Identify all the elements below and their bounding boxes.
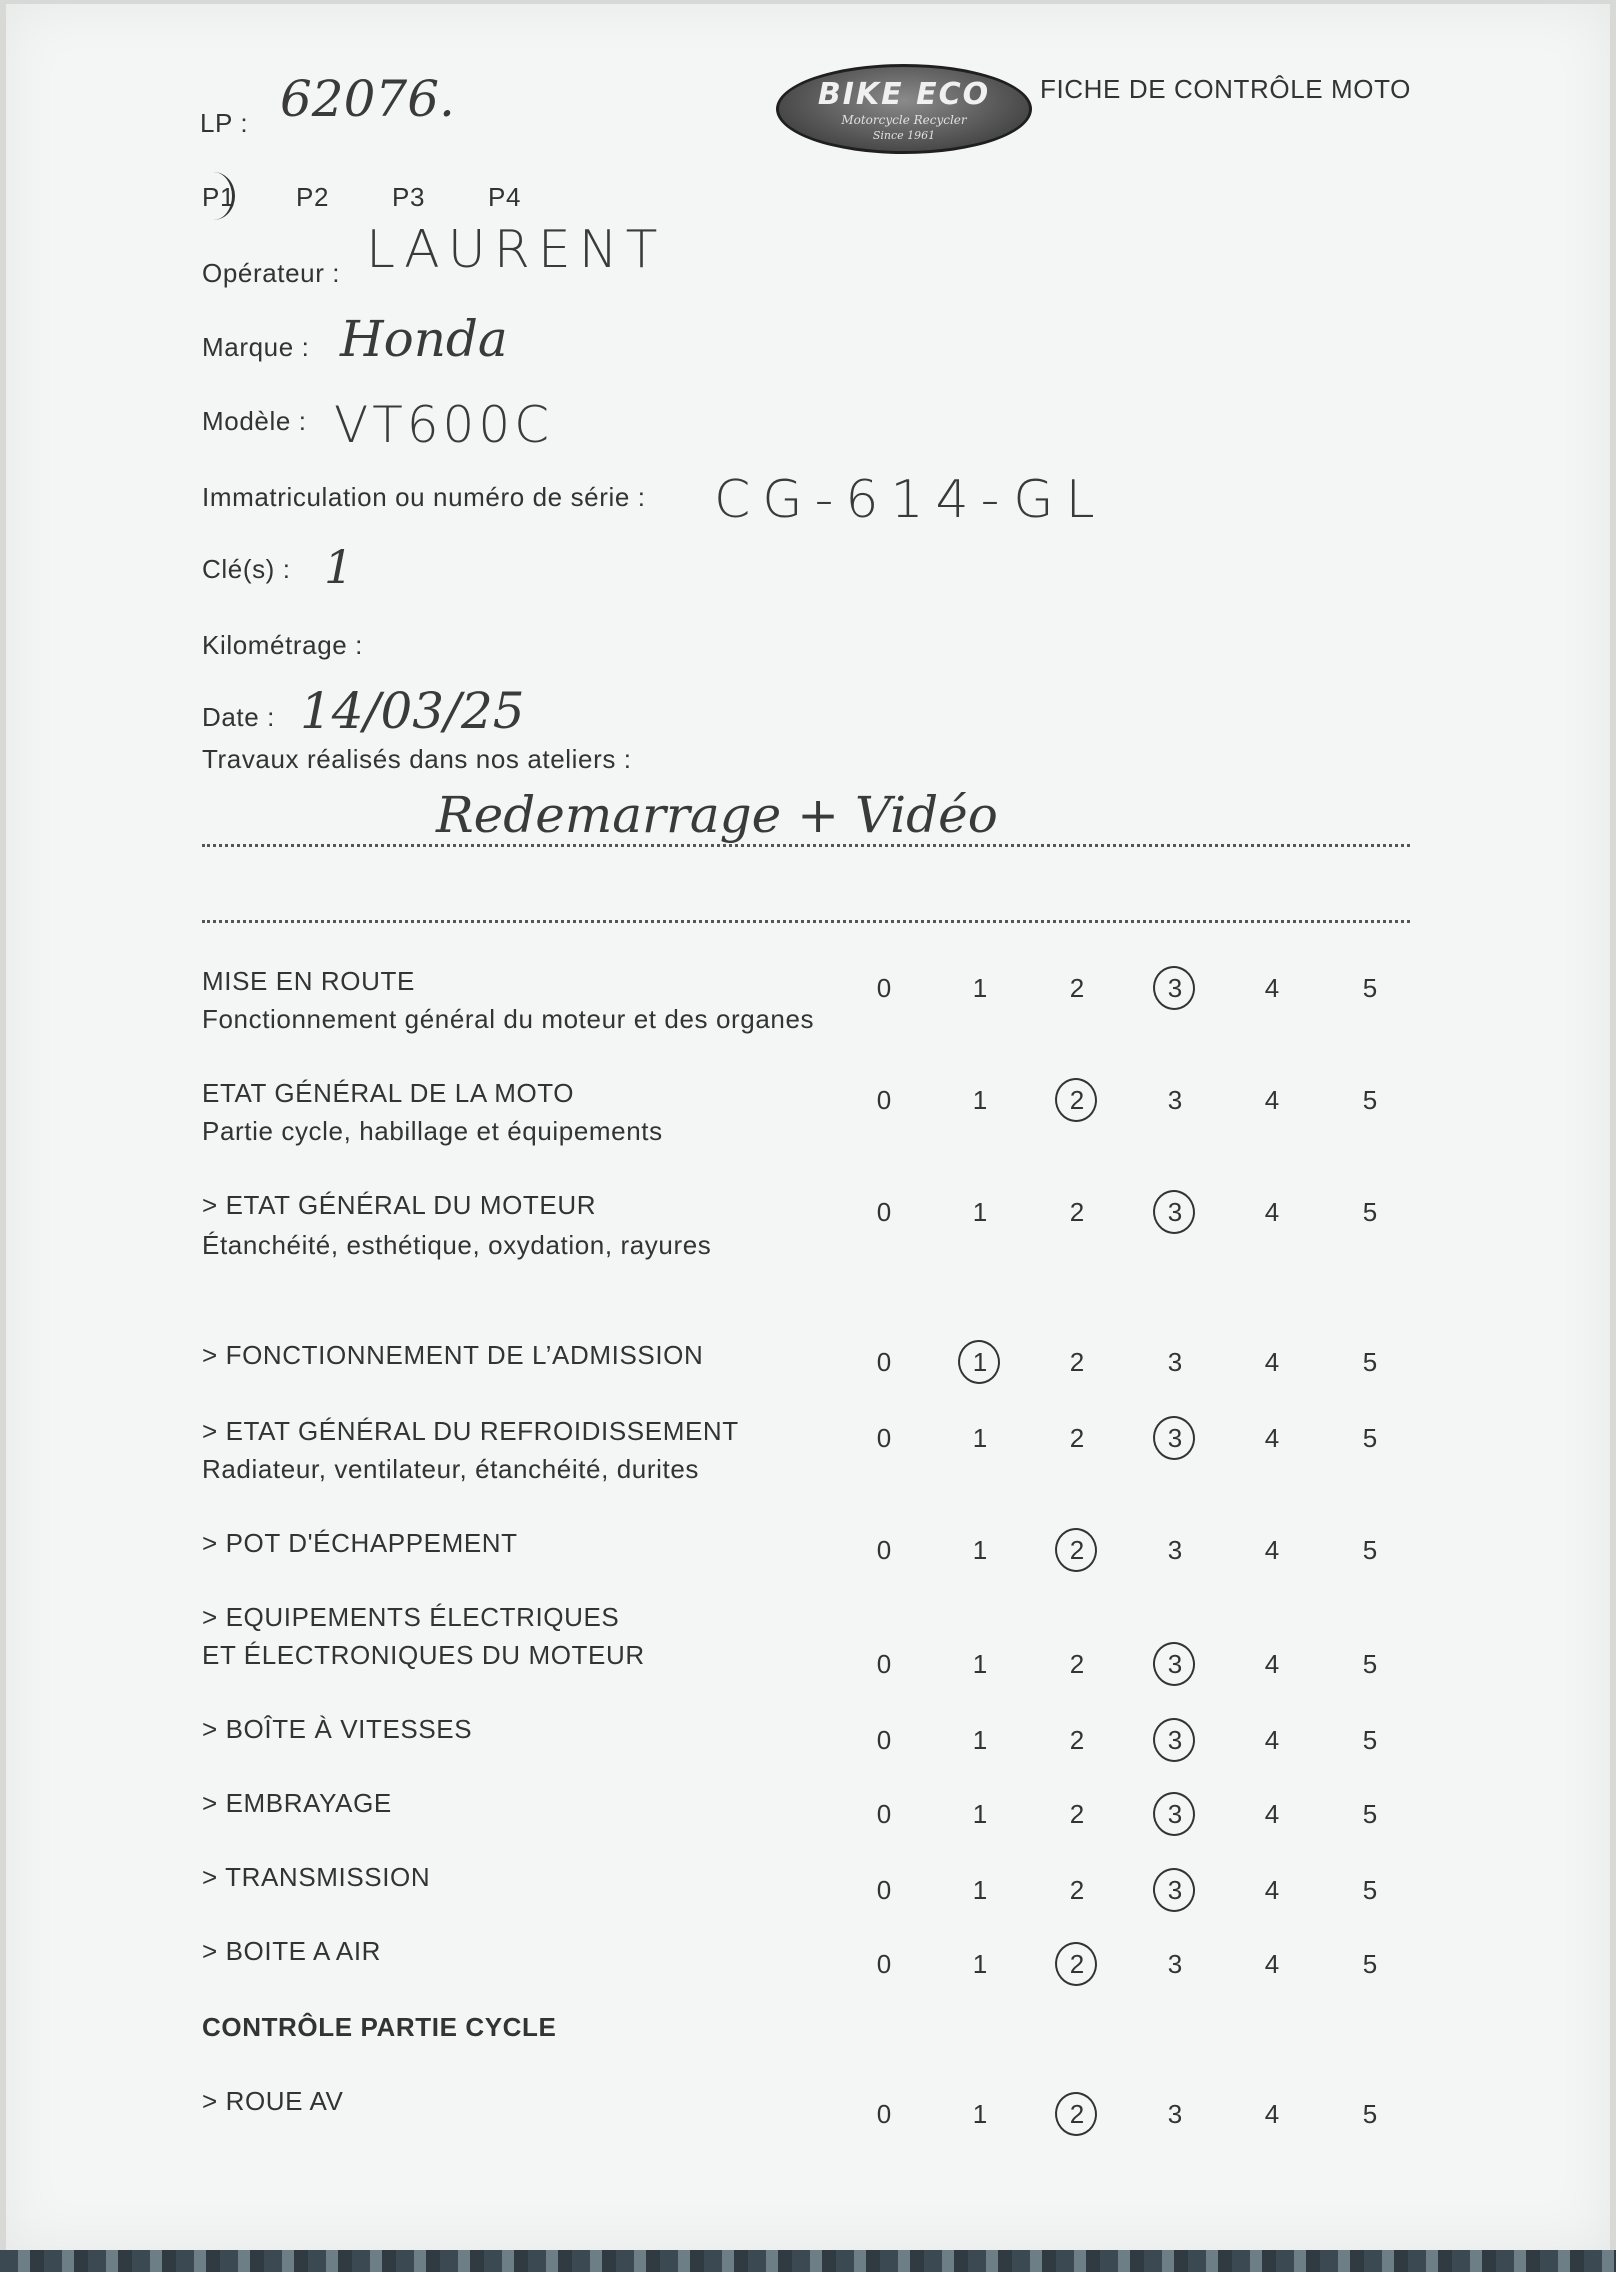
immatriculation-label: Immatriculation ou numéro de série : [202,482,646,512]
immatriculation-value[interactable]: CG-614-GL [714,470,1107,530]
marque-value[interactable]: Honda [340,310,508,368]
score-4[interactable]: 4 [1264,973,1280,1003]
score-5[interactable]: 5 [1362,973,1378,1003]
score-0[interactable]: 0 [876,1535,892,1565]
section-partie-cycle: CONTRÔLE PARTIE CYCLE [202,2012,557,2042]
position-p1[interactable]: P1 [202,182,236,212]
score-3[interactable]: 3 [1167,1085,1183,1115]
score-1[interactable]: 1 [972,1949,988,1979]
bike-eco-logo [776,64,1032,154]
score-3[interactable]: 3 [1153,1642,1197,1686]
score-5[interactable]: 5 [1362,1197,1378,1227]
score-2[interactable]: 2 [1069,1423,1085,1453]
check-title: MISE EN ROUTE [202,966,415,996]
score-5[interactable]: 5 [1362,1085,1378,1115]
score-4[interactable]: 4 [1264,1535,1280,1565]
check-title: > BOÎTE À VITESSES [202,1714,473,1744]
score-0[interactable]: 0 [876,1649,892,1679]
score-1[interactable]: 1 [972,1875,988,1905]
check-title: > FONCTIONNEMENT DE L’ADMISSION [202,1340,704,1370]
lp-label: LP : [200,108,249,138]
position-p2[interactable]: P2 [296,182,330,212]
marque-label: Marque : [202,332,310,362]
score-4[interactable]: 4 [1264,1197,1280,1227]
travaux-line-1 [202,844,1410,847]
score-1[interactable]: 1 [972,973,988,1003]
score-1[interactable]: 1 [972,1535,988,1565]
score-3[interactable]: 3 [1167,1535,1183,1565]
check-title: > ETAT GÉNÉRAL DU MOTEUR [202,1190,597,1220]
cles-label: Clé(s) : [202,554,291,584]
score-2[interactable]: 2 [1069,1649,1085,1679]
score-4[interactable]: 4 [1264,1949,1280,1979]
score-2[interactable]: 2 [1055,2092,1099,2136]
sleeve-edge [0,2250,1616,2272]
travaux-value[interactable]: Redemarrage + Vidéo [436,786,998,844]
check-subtitle: Partie cycle, habillage et équipements [202,1116,663,1146]
score-3[interactable]: 3 [1153,1190,1197,1234]
score-2[interactable]: 2 [1055,1528,1099,1572]
score-0[interactable]: 0 [876,1197,892,1227]
travaux-line-2 [202,920,1410,923]
score-0[interactable]: 0 [876,1949,892,1979]
score-1[interactable]: 1 [972,1725,988,1755]
logo-subtitle: Motorcycle Recycler [841,113,967,127]
score-3[interactable]: 3 [1153,966,1197,1010]
check-title: > TRANSMISSION [202,1862,431,1892]
check-title: > ETAT GÉNÉRAL DU REFROIDISSEMENT [202,1416,739,1446]
check-title: > ROUE AV [202,2086,344,2116]
check-subtitle: ET ÉLECTRONIQUES DU MOTEUR [202,1640,645,1670]
modele-label: Modèle : [202,406,307,436]
score-0[interactable]: 0 [876,1423,892,1453]
score-4[interactable]: 4 [1264,1085,1280,1115]
check-title: > POT D'ÉCHAPPEMENT [202,1528,518,1558]
logo-brand: BIKE ECO [817,77,991,112]
score-1[interactable]: 1 [972,1423,988,1453]
operateur-label: Opérateur : [202,258,341,288]
score-2[interactable]: 2 [1069,1799,1085,1829]
score-5[interactable]: 5 [1362,1799,1378,1829]
score-5[interactable]: 5 [1362,1649,1378,1679]
lp-value[interactable]: 62076. [280,70,455,128]
score-1[interactable]: 1 [958,1340,1002,1384]
score-3[interactable]: 3 [1153,1718,1197,1762]
score-3[interactable]: 3 [1153,1792,1197,1836]
score-4[interactable]: 4 [1264,1725,1280,1755]
score-0[interactable]: 0 [876,1085,892,1115]
score-0[interactable]: 0 [876,973,892,1003]
cles-value[interactable]: 1 [324,540,354,594]
score-2[interactable]: 2 [1055,1942,1099,1986]
score-2[interactable]: 2 [1055,1078,1099,1122]
check-title: ETAT GÉNÉRAL DE LA MOTO [202,1078,575,1108]
check-subtitle: Fonctionnement général du moteur et des organes [202,1004,815,1034]
score-5[interactable]: 5 [1362,2099,1378,2129]
date-label: Date : [202,702,275,732]
score-5[interactable]: 5 [1362,1725,1378,1755]
score-3[interactable]: 3 [1167,2099,1183,2129]
score-0[interactable]: 0 [876,1875,892,1905]
position-p1-mark [192,172,235,220]
date-value[interactable]: 14/03/25 [300,682,525,740]
score-5[interactable]: 5 [1362,1347,1378,1377]
position-p3[interactable]: P3 [392,182,426,212]
score-2[interactable]: 2 [1069,973,1085,1003]
score-3[interactable]: 3 [1167,1347,1183,1377]
check-title: > BOITE A AIR [202,1936,382,1966]
kilometrage-label: Kilométrage : [202,630,363,660]
score-2[interactable]: 2 [1069,1875,1085,1905]
score-4[interactable]: 4 [1264,1649,1280,1679]
score-5[interactable]: 5 [1362,1423,1378,1453]
score-2[interactable]: 2 [1069,1347,1085,1377]
score-5[interactable]: 5 [1362,1949,1378,1979]
check-subtitle: Étanchéité, esthétique, oxydation, rayures [202,1230,712,1260]
check-subtitle: Radiateur, ventilateur, étanchéité, durites [202,1454,699,1484]
score-1[interactable]: 1 [972,2099,988,2129]
page-title: FICHE DE CONTRÔLE MOTO [1040,74,1411,104]
operateur-value[interactable]: LAURENT [366,220,666,280]
score-0[interactable]: 0 [876,1725,892,1755]
score-3[interactable]: 3 [1153,1868,1197,1912]
score-5[interactable]: 5 [1362,1535,1378,1565]
score-5[interactable]: 5 [1362,1875,1378,1905]
score-3[interactable]: 3 [1167,1949,1183,1979]
score-1[interactable]: 1 [972,1197,988,1227]
score-4[interactable]: 4 [1264,1875,1280,1905]
score-1[interactable]: 1 [972,1649,988,1679]
score-2[interactable]: 2 [1069,1197,1085,1227]
score-3[interactable]: 3 [1153,1416,1197,1460]
score-4[interactable]: 4 [1264,2099,1280,2129]
score-2[interactable]: 2 [1069,1725,1085,1755]
travaux-label: Travaux réalisés dans nos ateliers : [202,744,632,774]
check-title: > EMBRAYAGE [202,1788,392,1818]
position-p4[interactable]: P4 [488,182,522,212]
score-4[interactable]: 4 [1264,1423,1280,1453]
score-4[interactable]: 4 [1264,1799,1280,1829]
modele-value[interactable]: VT600C [334,396,554,454]
score-1[interactable]: 1 [972,1799,988,1829]
score-0[interactable]: 0 [876,1347,892,1377]
logo-since: Since 1961 [872,129,936,142]
score-1[interactable]: 1 [972,1085,988,1115]
score-4[interactable]: 4 [1264,1347,1280,1377]
score-0[interactable]: 0 [876,2099,892,2129]
score-0[interactable]: 0 [876,1799,892,1829]
check-title: > EQUIPEMENTS ÉLECTRIQUES [202,1602,620,1632]
